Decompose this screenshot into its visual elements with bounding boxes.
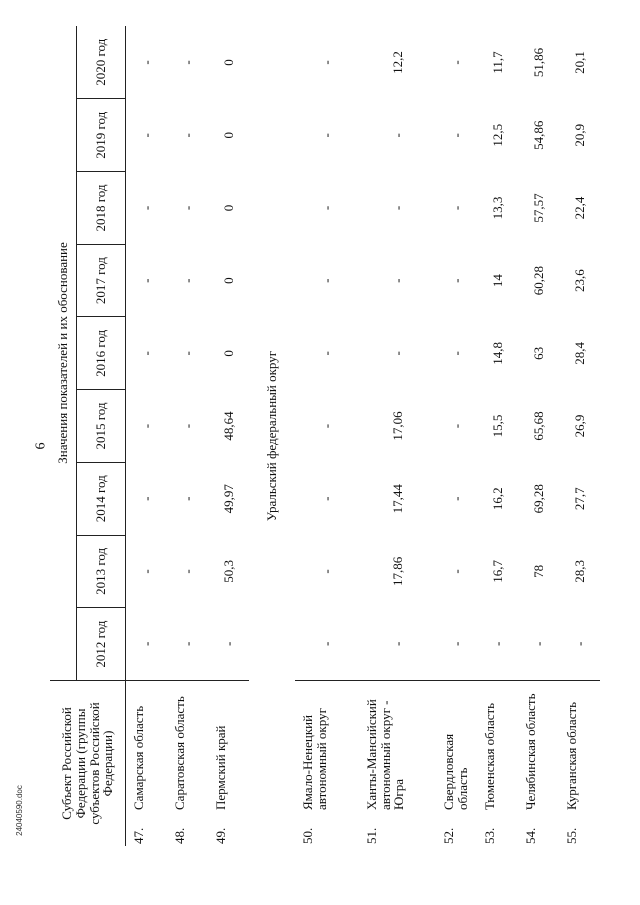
value-cell: 54,86 (530, 120, 546, 150)
table-row (208, 26, 249, 846)
value-cell: - (179, 423, 195, 429)
value-cell: - (138, 278, 154, 283)
row-number: 47. (131, 827, 146, 844)
value-cell: - (389, 351, 405, 356)
value-cell: - (489, 641, 505, 646)
value-cell: 49,97 (220, 484, 236, 514)
row-number: 48. (172, 827, 187, 844)
value-cell: - (448, 205, 464, 211)
value-cell: - (138, 423, 154, 429)
row-number: 53. (482, 827, 497, 844)
subject-cell (559, 680, 600, 846)
row-number: 51. (364, 827, 379, 844)
value-cell: 20,9 (571, 123, 587, 147)
year-header: 2019 год (77, 99, 126, 172)
subject-name: Свердловская область (441, 733, 470, 810)
subject-name: Челябинская область (523, 693, 538, 810)
value-cell: 50,3 (220, 560, 236, 583)
value-cell: - (389, 641, 405, 646)
value-cell: - (138, 205, 154, 211)
value-cell: 63 (530, 346, 546, 360)
value-cell: - (179, 569, 195, 574)
value-cell: - (179, 205, 195, 211)
value-cell: 14,8 (489, 341, 505, 365)
page-number: 6 (33, 442, 49, 450)
year-header: 2015 год (77, 390, 126, 463)
table-row (518, 26, 559, 846)
value-cell: 20,1 (571, 51, 587, 74)
subject-name: Тюменская область (482, 702, 497, 810)
value-cell: - (179, 496, 195, 501)
value-cell: - (319, 569, 334, 574)
table-row (126, 26, 168, 846)
federal-district-label: Уральский федеральный округ (264, 350, 279, 522)
value-cell: 17,86 (389, 556, 405, 587)
row-number: 55. (564, 827, 579, 844)
row-number: 52. (441, 827, 456, 844)
subject-name: Ханты-Мансийский автономный округ - Югра (364, 699, 407, 810)
value-cell: 60,28 (530, 266, 546, 296)
value-cell: - (448, 423, 464, 429)
subject-name: Пермский край (213, 725, 228, 810)
value-cell: - (220, 641, 236, 646)
year-header: 2018 год (77, 172, 126, 245)
value-cell: 14 (489, 274, 505, 288)
table-row (167, 26, 208, 846)
value-cell: - (448, 351, 464, 356)
table-row (359, 26, 436, 846)
year-header: 2020 год (77, 26, 126, 99)
value-cell: 23,6 (571, 269, 587, 293)
value-cell: 69,28 (530, 484, 546, 514)
year-header: 2017 год (77, 244, 126, 317)
value-cell: - (448, 278, 464, 283)
value-cell: 51,86 (530, 47, 546, 78)
value-cell: - (138, 60, 154, 65)
value-cell: - (448, 496, 464, 501)
value-cell: - (319, 133, 334, 138)
value-cell: 65,68 (530, 411, 546, 441)
value-cell: - (179, 351, 195, 356)
value-cell: - (138, 569, 154, 574)
value-cell: 16,7 (489, 560, 505, 583)
value-cell: 26,9 (571, 414, 587, 438)
value-cell: - (448, 60, 464, 65)
value-cell: - (448, 569, 464, 574)
value-cell: - (179, 641, 195, 646)
subject-name: Саратовская область (172, 696, 187, 810)
value-cell: 0 (220, 350, 236, 357)
subject-cell (167, 680, 208, 846)
value-cell: - (448, 133, 464, 138)
value-cell: 17,06 (389, 411, 405, 441)
value-cell: - (319, 641, 334, 646)
footer-file-id: 24040590.doc (14, 785, 24, 836)
value-cell: 22,4 (571, 196, 587, 220)
value-cell: 11,7 (489, 51, 505, 74)
table-body (126, 26, 601, 846)
value-cell: 0 (220, 277, 236, 284)
subject-column-header: Субъект Российской Федерации (группы субъектов Российской Федерации) (50, 680, 126, 846)
value-cell: - (138, 641, 154, 646)
value-cell: - (179, 60, 195, 65)
value-cell: - (138, 496, 154, 501)
value-cell: - (319, 278, 334, 283)
table-row (436, 26, 477, 846)
table-row (477, 26, 518, 846)
subject-cell (208, 680, 249, 846)
value-cell: 48,64 (220, 411, 236, 441)
subject-cell (126, 680, 168, 846)
value-cell: - (530, 641, 546, 646)
value-cell: - (389, 133, 405, 138)
values-group-header: Значения показателей и их обоснование (50, 26, 77, 680)
subject-cell (518, 680, 559, 846)
value-cell: - (138, 351, 154, 356)
value-cell: 0 (220, 132, 236, 139)
year-header: 2016 год (77, 317, 126, 390)
value-cell: - (389, 278, 405, 283)
subject-cell (359, 680, 436, 846)
value-cell: - (179, 133, 195, 138)
row-number: 54. (523, 827, 538, 844)
value-cell: 12,2 (389, 51, 405, 74)
subject-name: Самарская область (131, 705, 146, 810)
value-cell: - (571, 641, 587, 646)
row-number: 49. (213, 827, 228, 844)
value-cell: 78 (530, 564, 546, 578)
value-cell: 16,2 (489, 487, 505, 511)
year-header: 2013 год (77, 535, 126, 608)
value-cell: 12,5 (489, 123, 505, 147)
value-cell: - (319, 60, 334, 65)
subject-cell (477, 680, 518, 846)
value-cell: 28,4 (571, 341, 587, 365)
subject-cell (436, 680, 477, 846)
value-cell: 0 (220, 59, 236, 66)
value-cell: - (448, 641, 464, 646)
subject-name: Ямало-Ненецкий автономный округ (300, 708, 329, 810)
year-header: 2014 год (77, 462, 126, 535)
value-cell: - (319, 423, 334, 429)
subject-cell (295, 680, 359, 846)
year-header: 2012 год (77, 608, 126, 681)
table-row (295, 26, 359, 846)
value-cell: - (319, 205, 334, 211)
indicators-table (50, 26, 600, 846)
value-cell: 28,3 (571, 560, 587, 583)
value-cell: 17,44 (389, 484, 405, 514)
value-cell: 27,7 (571, 487, 587, 511)
value-cell: - (179, 278, 195, 283)
district-row (249, 26, 295, 846)
value-cell: 15,5 (489, 414, 505, 438)
value-cell: 13,3 (489, 196, 505, 220)
value-cell: - (389, 205, 405, 211)
value-cell: - (319, 351, 334, 356)
rotated-sheet (50, 26, 610, 846)
value-cell: 0 (220, 204, 236, 212)
value-cell: - (138, 133, 154, 138)
table-row (559, 26, 600, 846)
value-cell: 57,57 (530, 193, 546, 223)
row-number: 50. (300, 827, 315, 844)
value-cell: - (319, 496, 334, 501)
subject-name: Курганская область (564, 701, 579, 810)
